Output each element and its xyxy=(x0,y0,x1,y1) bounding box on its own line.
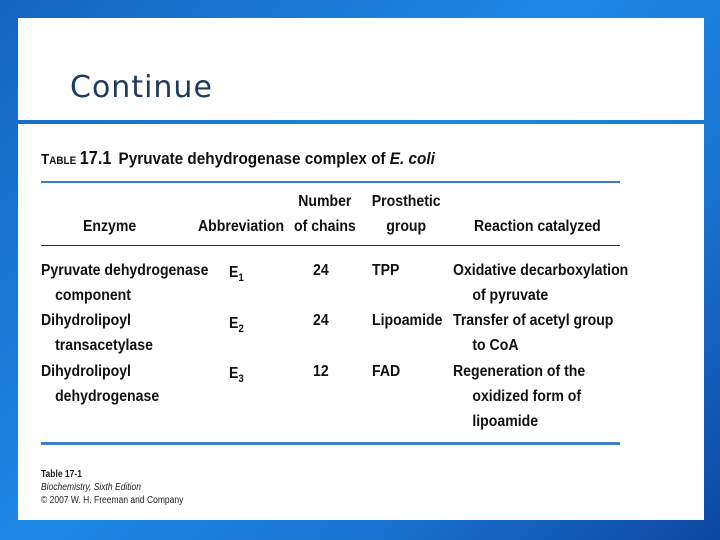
table-row-1-abbr xyxy=(229,260,244,291)
row-1-reaction-line1: Oxidative decarboxylation xyxy=(453,262,629,279)
table-row-3-group: FAD xyxy=(372,363,401,380)
header-group-line1: Prosthetic xyxy=(371,193,441,210)
table-number: 17.1 xyxy=(79,148,112,168)
table-title-organism: E. coli xyxy=(389,149,435,168)
header-group-line2: group xyxy=(386,218,427,235)
table-row-3-abbr xyxy=(229,361,244,392)
row-2-enzyme-line1: Dihydrolipoyl xyxy=(41,312,131,329)
table-figure xyxy=(18,124,704,520)
top-rule xyxy=(41,181,620,183)
title-band xyxy=(18,18,704,120)
row-2-enzyme-line2: transacetylase xyxy=(55,337,153,354)
row-1-enzyme-line1: Pyruvate dehydrogenase xyxy=(41,262,209,279)
row-2-abbr: E xyxy=(229,315,239,332)
table-row-3-enzyme xyxy=(41,359,159,409)
caption-copyright: © 2007 W. H. Freeman and Company xyxy=(41,495,184,506)
row-2-abbr-sub: 2 xyxy=(238,323,244,335)
row-3-reaction-line1: Regeneration of the xyxy=(453,363,586,380)
table-row-2-enzyme xyxy=(41,308,153,358)
header-chains-line1: Number xyxy=(298,193,352,210)
header-reaction: Reaction catalyzed xyxy=(474,218,601,235)
header-chains xyxy=(294,189,356,239)
table-row-3-reaction xyxy=(453,359,585,434)
caption-book: Biochemistry, Sixth Edition xyxy=(41,482,141,493)
row-2-reaction-line1: Transfer of acetyl group xyxy=(453,312,614,329)
header-abbreviation: Abbreviation xyxy=(198,218,285,235)
header-enzyme: Enzyme xyxy=(83,218,137,235)
bottom-rule xyxy=(41,442,620,445)
row-3-enzyme-line2: dehydrogenase xyxy=(55,388,160,405)
row-3-reaction-line3: lipoamide xyxy=(472,413,539,430)
table-row-2-chains: 24 xyxy=(313,312,329,329)
header-group xyxy=(371,189,441,239)
row-3-reaction-line2: oxidized form of xyxy=(472,388,582,405)
table-row-2-abbr xyxy=(229,311,244,342)
table-row-1-reaction xyxy=(453,258,628,308)
table-row-3-chains: 12 xyxy=(313,363,329,380)
caption-table-ref: Table 17-1 xyxy=(41,469,82,480)
row-3-enzyme-line1: Dihydrolipoyl xyxy=(41,363,131,380)
table-row-2-group: Lipoamide xyxy=(372,312,443,329)
row-1-abbr-sub: 1 xyxy=(238,272,244,284)
table-title: Pyruvate dehydrogenase complex of xyxy=(118,149,386,168)
table-heading xyxy=(41,148,435,169)
row-1-abbr: E xyxy=(229,264,239,281)
table-row-1-group: TPP xyxy=(372,262,400,279)
header-chains-line2: of chains xyxy=(294,218,356,235)
table-row-1-chains: 24 xyxy=(313,262,329,279)
row-1-enzyme-line2: component xyxy=(55,287,131,304)
figure-caption xyxy=(41,468,183,507)
table-row-1-enzyme xyxy=(41,258,208,308)
table-row-2-reaction xyxy=(453,308,613,358)
row-3-abbr-sub: 3 xyxy=(238,373,244,385)
row-1-reaction-line2: of pyruvate xyxy=(472,287,549,304)
row-2-reaction-line2: to CoA xyxy=(472,337,519,354)
table-label-word: Table xyxy=(41,151,77,168)
header-rule xyxy=(41,245,620,246)
slide-title: Continue xyxy=(70,70,213,105)
row-3-abbr: E xyxy=(229,365,239,382)
